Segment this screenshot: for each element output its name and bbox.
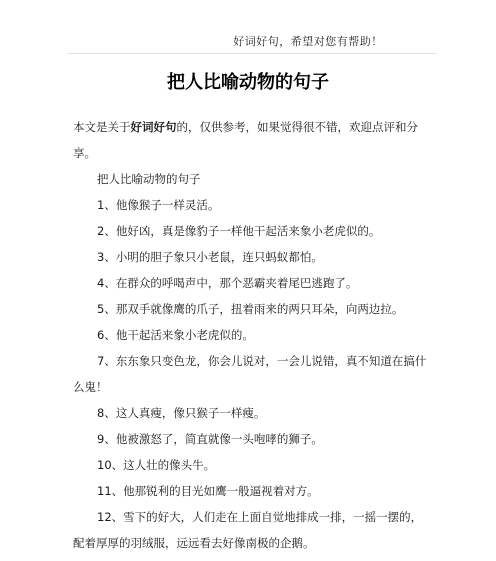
list-item: 1、他像猴子一样灵活。: [97, 198, 220, 212]
intro-suffix: 的，仅供参考，如果觉得很不错，欢迎点评和分享。: [73, 120, 418, 160]
list-item: 5、那双手就像鹰的爪子，扭着雨来的两只耳朵，向两边拉。: [97, 302, 404, 316]
intro-keyword-link[interactable]: 好词好句: [130, 120, 177, 134]
intro-paragraph: [73, 114, 429, 166]
list-item: 11、他那锐利的目光如鹰一般逼视着对方。: [97, 484, 319, 498]
list-item: 6、他干起活来象小老虎似的。: [97, 328, 254, 342]
list-item: 8、这人真瘦，像只猴子一样瘦。: [97, 406, 266, 420]
list-item: 10、这人壮的像头牛。: [97, 458, 216, 472]
intro-prefix: 本文是关于: [73, 120, 131, 134]
header-divider: [68, 53, 436, 54]
document-body: [73, 114, 429, 556]
list-item: 4、在群众的呼喝声中，那个恶霸夹着尾巴逃跑了。: [97, 276, 358, 290]
list-item: 3、小明的胆子象只小老鼠，连只蚂蚁都怕。: [97, 250, 323, 264]
header-note: 好词好句，希望对您有帮助！: [233, 35, 383, 48]
section-subtitle: 把人比喻动物的句子: [97, 172, 201, 186]
list-item: 12、雪下的好大，人们走在上面自觉地排成一排，一摇一摆的，配着厚厚的羽绒服，远远看去好像南极的企鹅。: [73, 510, 423, 550]
list-item: 9、他被激怒了，简直就像一头咆哮的狮子。: [97, 432, 323, 446]
list-item: 2、他好凶，真是像豹子一样他干起活来象小老虎似的。: [97, 224, 381, 238]
page-title: 把人比喻动物的句子: [167, 72, 329, 93]
list-item: 7、东东象只变色龙，你会儿说对，一会儿说错，真不知道在搞什么鬼！: [73, 354, 427, 394]
